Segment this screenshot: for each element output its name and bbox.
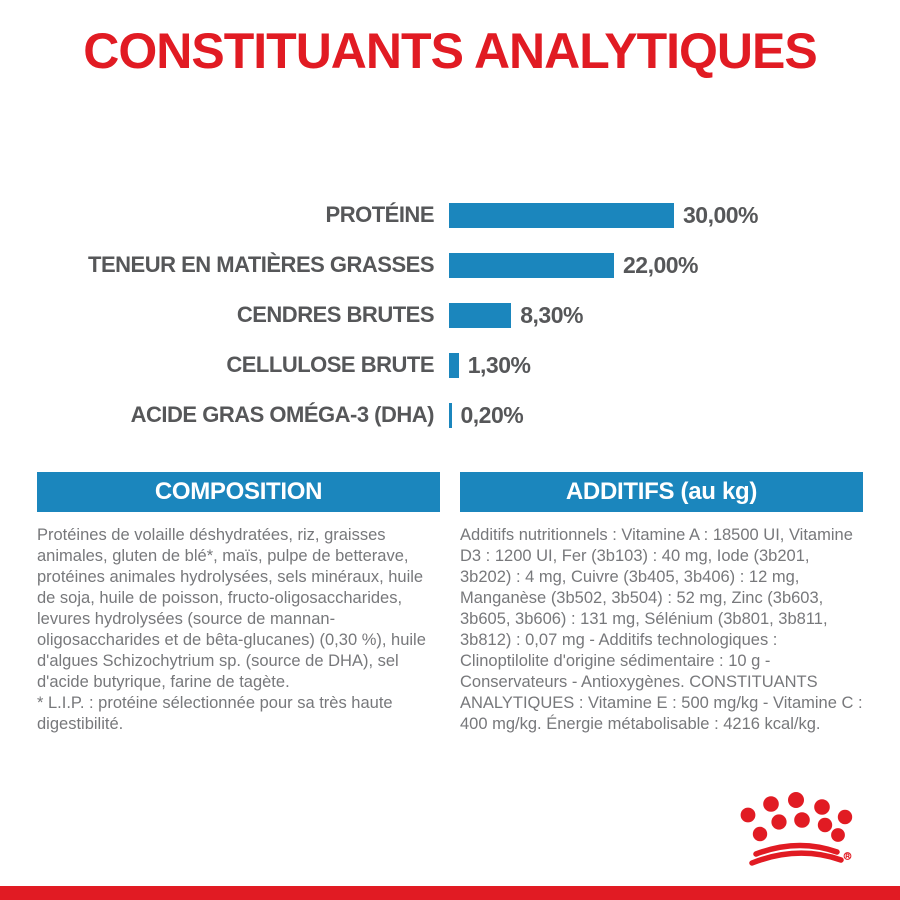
additifs-header: ADDITIFS (au kg): [460, 472, 863, 512]
composition-section: [37, 472, 440, 735]
chart-bar: [449, 353, 459, 378]
info-sections: [37, 472, 863, 735]
chart-category-label: CENDRES BRUTES: [236, 302, 434, 327]
chart-value-label: 22,00%: [623, 251, 699, 278]
chart-bar: [449, 253, 614, 278]
analytical-constituents-chart: [0, 190, 900, 440]
chart-row: [0, 390, 900, 440]
chart-category-label: PROTÉINE: [325, 202, 434, 227]
composition-footnote: * L.I.P. : protéine sélectionnée pour sa très haute digestibilité.: [37, 694, 393, 733]
chart-value-label: 8,30%: [520, 301, 583, 328]
chart-value-label: 30,00%: [683, 201, 759, 228]
chart-category-label: TENEUR EN MATIÈRES GRASSES: [88, 252, 434, 277]
additifs-section: [460, 472, 863, 735]
composition-body: [37, 525, 440, 735]
composition-text: Protéines de volaille déshydratées, riz, graisses animales, gluten de blé*, maïs, pulpe de betterave, protéines animales hydrolysées, sels minéraux, huile de soja, huile de poisson, fructo-oligosaccharides, levures hydrolysées (source de mannan-oligosaccharides et de bêta-glucanes) (0,30 %), huile d'algues Schizochytrium sp. (source de DHA), sel d'acide butyrique, farine de tagète.: [37, 526, 426, 691]
chart-value-label: 1,30%: [467, 351, 531, 378]
chart-row: [0, 290, 900, 340]
composition-header: COMPOSITION: [37, 472, 440, 512]
additifs-body: [460, 525, 863, 735]
chart-value-label: 0,20%: [460, 401, 524, 428]
chart-row: [0, 190, 900, 240]
chart-bar: [449, 203, 674, 228]
chart-category-label: ACIDE GRAS OMÉGA-3 (DHA): [130, 402, 434, 427]
registered-trademark-icon: [844, 853, 851, 860]
page-title: CONSTITUANTS ANALYTIQUES: [83, 23, 817, 79]
royal-canin-crown-logo: [734, 792, 868, 880]
chart-row: [0, 340, 900, 390]
chart-category-label: CELLULOSE BRUTE: [226, 352, 434, 377]
chart-bar: [449, 403, 452, 428]
chart-row: [0, 240, 900, 290]
crown-paw-icon: [734, 792, 868, 880]
footer-red-bar: [0, 886, 900, 900]
chart-bar: [449, 303, 511, 328]
additifs-text: Additifs nutritionnels : Vitamine A : 18500 UI, Vitamine D3 : 1200 UI, Fer (3b103) : 40 mg, Iode (3b201, 3b202) : 4 mg, Cuivre (3b405, 3b406) : 12 mg, Manganèse (3b502, 3b504) : 52 mg, Zinc (3b603, 3b605, 3b606) : 131 mg, Sélénium (3b801, 3b811, 3b812) : 0,07 mg - Additifs technologiques : Clinoptilolite d'origine sédimentaire : 10 g - Conservateurs - Antioxygènes. CONSTITUANTS ANALYTIQUES : Vitamine E : 500 mg/kg - Vitamine C : 400 mg/kg. Énergie métabolisable : 4216 kcal/kg.: [460, 526, 863, 733]
